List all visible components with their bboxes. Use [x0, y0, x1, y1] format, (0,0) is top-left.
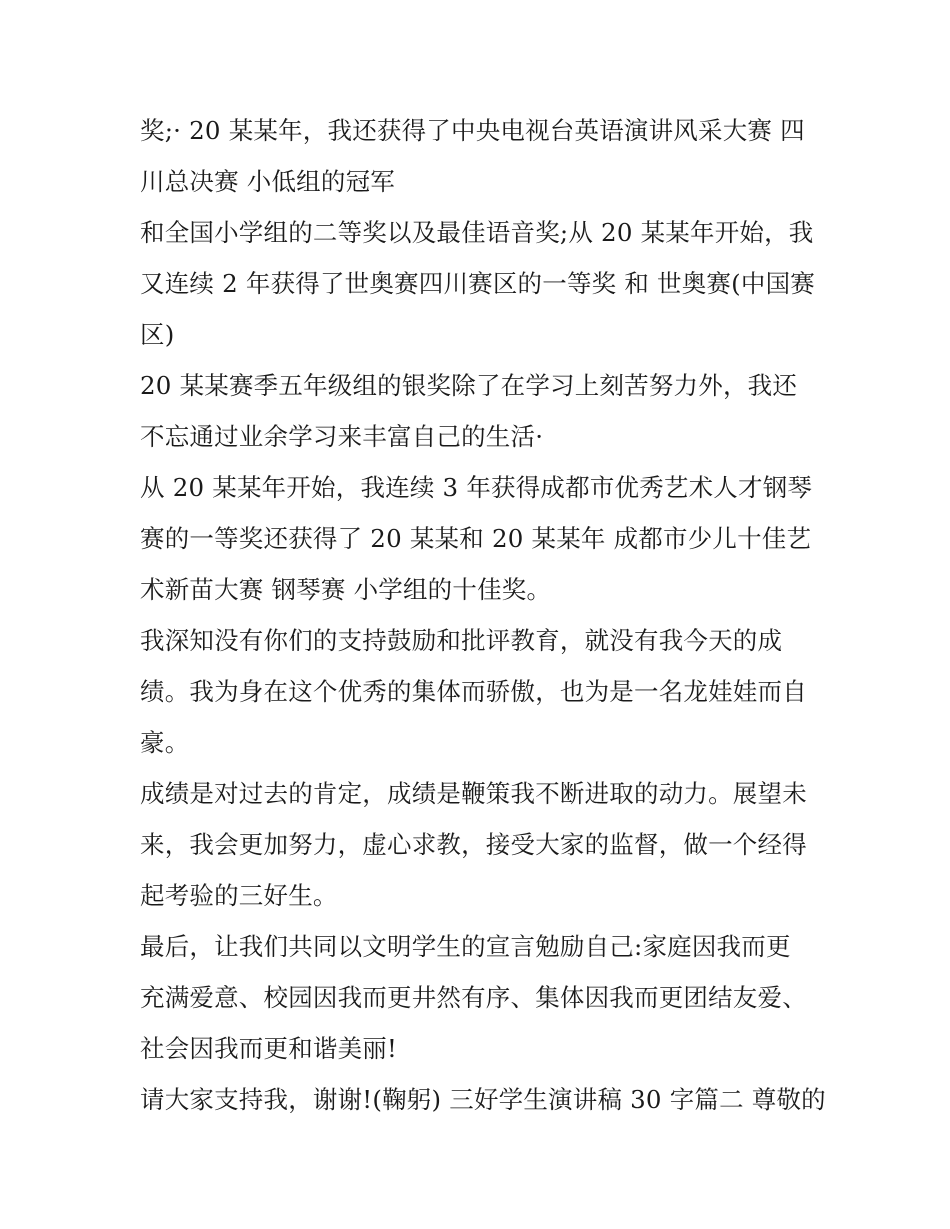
text-line: 术新苗大赛 钢琴赛 小学组的十佳奖。	[140, 575, 552, 604]
text-line: 豪。	[140, 728, 190, 757]
text-line: 从 20 某某年开始，我连续 3 年获得成都市优秀艺术人才钢琴	[140, 473, 813, 502]
text-line: 区)	[140, 320, 175, 349]
text-line: 社会因我而更和谐美丽!	[140, 1034, 398, 1063]
text-line: 来，我会更加努力，虚心求教，接受大家的监督，做一个经得	[140, 830, 807, 859]
text-line: 请大家支持我，谢谢!(鞠躬) 三好学生演讲稿 30 字篇二 尊敬的	[140, 1085, 826, 1114]
text-line: 不忘通过业余学习来丰富自己的生活·	[140, 422, 544, 451]
text-line: 成绩是对过去的肯定，成绩是鞭策我不断进取的动力。展望未	[140, 779, 807, 808]
text-line: 川总决赛 小低组的冠军	[140, 167, 395, 196]
text-line: 和全国小学组的二等奖以及最佳语音奖;从 20 某某年开始，我	[140, 218, 814, 247]
text-line: 绩。我为身在这个优秀的集体而骄傲，也为是一名龙娃娃而自	[140, 677, 807, 706]
text-line: 20 某某赛季五年级组的银奖除了在学习上刻苦努力外，我还	[140, 371, 798, 400]
text-line: 我深知没有你们的支持鼓励和批评教育，就没有我今天的成	[140, 626, 783, 655]
text-line: 奖;· 20 某某年，我还获得了中央电视台英语演讲风采大赛 四	[140, 116, 805, 145]
text-line: 最后，让我们共同以文明学生的宣言勉励自己:家庭因我而更	[140, 932, 791, 961]
text-line: 充满爱意、校园因我而更井然有序、集体因我而更团结友爱、	[140, 983, 807, 1012]
text-line: 赛的一等奖还获得了 20 某某和 20 某某年 成都市少儿十佳艺	[140, 524, 812, 553]
text-line: 起考验的三好生。	[140, 881, 338, 910]
text-line: 又连续 2 年获得了世奥赛四川赛区的一等奖 和 世奥赛(中国赛	[140, 269, 815, 298]
